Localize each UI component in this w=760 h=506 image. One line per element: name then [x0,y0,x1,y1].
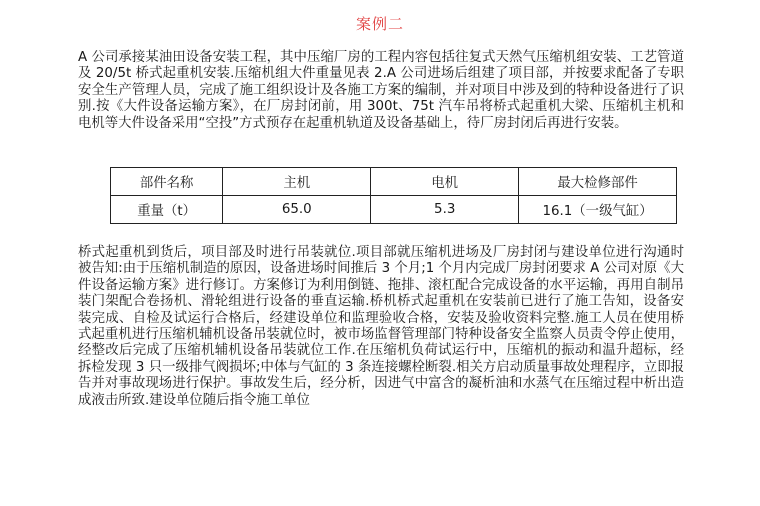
paragraph-1: A 公司承接某油田设备安装工程，其中压缩厂房的工程内容包括往复式天然气压缩机组安装、工艺管道及 20/5t 桥式起重机安装.压缩机组大件重量见表 2.A 公司进场后组建了项目部，并按要求配备了专职安全生产管理人员，完成了施工组织设计及各施工方案的编制，并对项目中涉及到的特种设备进行了识别.按《大件设备运输方案》，在厂房封闭前，用 300t、75t 汽车吊将桥式起重机大梁、压缩机主机和电机等大件设备采用“空投”方式预存在起重机轨道及设备基础上，待厂房封闭后再进行安装。 [78,50,684,131]
header-cell-part-name: 部件名称 [111,168,223,196]
document-title: 案例二 [355,15,404,33]
cell-motor-weight: 5.3 [371,196,519,224]
header-cell-motor: 电机 [371,168,519,196]
cell-main-unit-weight: 65.0 [223,196,371,224]
cell-max-part-weight: 16.1（一级气缸） [519,196,677,224]
table-row [111,196,677,224]
header-cell-main-unit: 主机 [223,168,371,196]
table-header-row [111,168,677,196]
header-cell-max-part: 最大检修部件 [519,168,677,196]
cell-weight-label: 重量（t） [111,196,223,224]
paragraph-2: 桥式起重机到货后，项目部及时进行吊装就位.项目部就压缩机进场及厂房封闭与建设单位进行沟通时被告知:由于压缩机制造的原因，设备进场时间推后 3 个月;1 个月内完成厂房封闭要求 A 公司对原《大件设备运输方案》进行修订。方案修订为利用倒链、拖排、滚杠配合完成设备的水平运输，再用自制吊装门架配合卷扬机、滑轮组进行设备的垂直运输.桥机桥式起重机在安装前已进行了施工告知，设备安装完成、自检及试运行合格后，经建设单位和监理验收合格，安装及验收资料完整.施工人员在使用桥式起重机进行压缩机辅机设备吊装就位时，被市场监督管理部门特种设备安全监察人员责令停止使用，经整改后完成了压缩机辅机设备吊装就位工作.在压缩机负荷试运行中，压缩机的振动和温升超标，经拆检发现 3 只一级排气阀损坏;中体与气缸的 3 条连接螺栓断裂.相关方启动质量事故处理程序，立即报告并对事故现场进行保护。事故发生后，经分析，因进气中富含的凝析油和水蒸气在压缩过程中析出造成液击所致.建设单位随后指令施工单位 [78,245,684,408]
component-weight-table [110,167,677,224]
